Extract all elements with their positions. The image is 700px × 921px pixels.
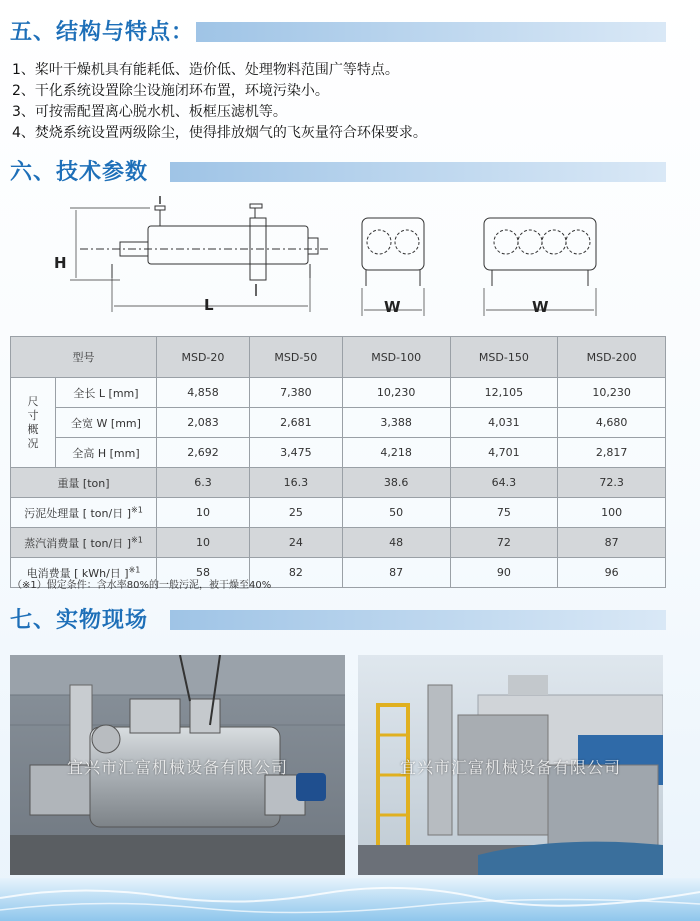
- section-bar: [170, 162, 666, 182]
- feature-item: 4、焚烧系统设置两级除尘，使得排放烟气的飞灰量符合环保要求。: [12, 125, 427, 141]
- section-header-parameters: [0, 158, 700, 188]
- table-cell: 16.3: [249, 468, 342, 498]
- footnote-mark: ※1: [131, 504, 143, 514]
- table-header-cell: MSD-100: [342, 337, 450, 378]
- footnote-mark: ※1: [131, 534, 143, 544]
- table-row: [11, 378, 666, 408]
- dimension-diagram: [40, 192, 660, 322]
- row-label-text: 污泥处理量 [ ton/日 ]: [24, 506, 131, 520]
- table-cell: 90: [450, 558, 558, 588]
- watermark-text: 宜兴市汇富机械设备有限公司: [399, 758, 621, 777]
- feature-item: 3、可按需配置离心脱水机、板框压滤机等。: [12, 104, 287, 120]
- table-cell: 87: [558, 528, 666, 558]
- dimension-label-l: L: [204, 296, 214, 314]
- table-cell: 96: [558, 558, 666, 588]
- feature-item: 1、桨叶干燥机具有能耗低、造价低、处理物料范围广等特点。: [12, 62, 399, 78]
- table-row: [11, 528, 666, 558]
- dimension-label-h: H: [54, 254, 67, 272]
- table-cell: 3,475: [249, 438, 342, 468]
- table-cell: 4,031: [450, 408, 558, 438]
- row-label-text: 电消费量 [ kWh/日 ]: [26, 566, 129, 580]
- table-cell: 2,817: [558, 438, 666, 468]
- row-label: 全高 H [mm]: [56, 438, 157, 468]
- table-cell: 6.3: [157, 468, 250, 498]
- table-row: [11, 498, 666, 528]
- table-cell: 4,858: [157, 378, 250, 408]
- table-cell: 72: [450, 528, 558, 558]
- table-cell: 10,230: [342, 378, 450, 408]
- table-row: [11, 438, 666, 468]
- table-cell: 50: [342, 498, 450, 528]
- spec-table: [10, 336, 666, 588]
- table-header-row: [11, 337, 666, 378]
- table-header-cell: MSD-50: [249, 337, 342, 378]
- section-header-structure: [0, 18, 700, 48]
- photo-installation-site: [358, 655, 663, 875]
- table-header-cell: MSD-200: [558, 337, 666, 378]
- watermark-text: 宜兴市汇富机械设备有限公司: [66, 758, 288, 777]
- section-header-site: [0, 606, 700, 636]
- table-cell: 10: [157, 528, 250, 558]
- footnote-mark: ※1: [128, 564, 141, 574]
- table-row: [11, 468, 666, 498]
- row-label: [11, 498, 157, 528]
- table-header-cell: MSD-20: [157, 337, 250, 378]
- table-cell: 48: [342, 528, 450, 558]
- table-cell: 75: [450, 498, 558, 528]
- table-header-cell: 型号: [11, 337, 157, 378]
- table-cell: 4,701: [450, 438, 558, 468]
- table-cell: 7,380: [249, 378, 342, 408]
- table-cell: 4,218: [342, 438, 450, 468]
- row-label: 重量 [ton]: [11, 468, 157, 498]
- table-cell: 64.3: [450, 468, 558, 498]
- table-cell: 12,105: [450, 378, 558, 408]
- row-label-text: 蒸汽消费量 [ ton/日 ]: [24, 536, 131, 550]
- size-group-label: [11, 378, 56, 468]
- dimension-label-w: W: [384, 298, 401, 316]
- side-view-drawing: [70, 196, 330, 312]
- feature-item: 2、干化系统设置除尘设施闭环布置，环境污染小。: [12, 83, 329, 99]
- row-label: 全宽 W [mm]: [56, 408, 157, 438]
- table-cell: 2,083: [157, 408, 250, 438]
- section-bar: [196, 22, 666, 42]
- table-cell: 82: [249, 558, 342, 588]
- table-cell: 24: [249, 528, 342, 558]
- dimension-label-w: W: [532, 298, 549, 316]
- table-cell: 3,388: [342, 408, 450, 438]
- water-wave-decoration: [0, 878, 700, 921]
- table-cell: 2,681: [249, 408, 342, 438]
- table-cell: 10,230: [558, 378, 666, 408]
- table-cell: 10: [157, 498, 250, 528]
- table-cell: 38.6: [342, 468, 450, 498]
- feature-list: [12, 60, 427, 144]
- section-bar: [170, 610, 666, 630]
- table-cell: 87: [342, 558, 450, 588]
- section-title: 六、技术参数: [10, 160, 149, 185]
- row-label: [11, 528, 157, 558]
- photo-dryer-machine: [10, 655, 345, 875]
- row-label: 全长 L [mm]: [56, 378, 157, 408]
- footnote: （※1）假定条件：含水率80%的一般污泥，被干燥至40%: [12, 580, 272, 591]
- size-group-text: 尺寸概况: [27, 394, 39, 450]
- table-header-cell: MSD-150: [450, 337, 558, 378]
- table-cell: 100: [558, 498, 666, 528]
- table-cell: 58: [157, 558, 250, 588]
- section-title: 五、结构与特点：: [10, 20, 195, 45]
- table-cell: 25: [249, 498, 342, 528]
- table-cell: 2,692: [157, 438, 250, 468]
- table-cell: 4,680: [558, 408, 666, 438]
- table-row: [11, 408, 666, 438]
- section-title: 七、实物现场: [10, 608, 149, 633]
- table-cell: 72.3: [558, 468, 666, 498]
